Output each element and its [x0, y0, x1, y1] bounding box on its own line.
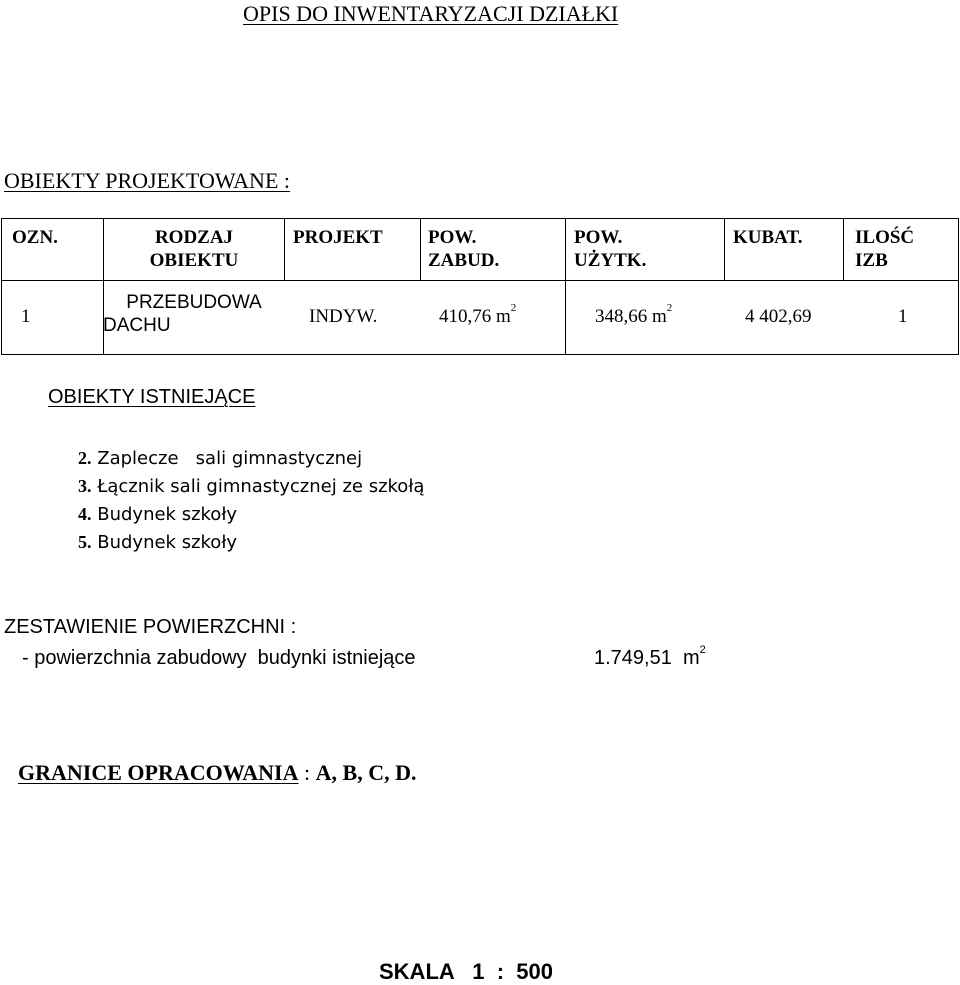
col-header-ilosc	[855, 226, 914, 272]
col-header-projekt: PROJEKT	[293, 227, 383, 248]
table-column-divider	[843, 219, 844, 280]
list-item-number: 2.	[78, 448, 92, 468]
col-header-pow-zabud-line2: ZABUD.	[428, 250, 500, 271]
col-header-kubat: KUBAT.	[733, 227, 803, 248]
list-item	[78, 476, 424, 497]
cell-pow-uzytk-value: 348,66 m	[595, 306, 667, 327]
boundaries-separator: :	[298, 760, 316, 785]
list-item-number: 3.	[78, 476, 92, 496]
cell-rodzaj	[103, 291, 285, 337]
cell-kubat: 4 402,69	[745, 306, 812, 327]
list-item	[78, 532, 237, 553]
area-summary-heading: ZESTAWIENIE POWIERZCHNI :	[4, 616, 297, 638]
list-item	[78, 448, 362, 469]
col-header-pow-zabud-line1: POW.	[428, 227, 477, 248]
col-header-pow-uzytk-line1: POW.	[574, 227, 623, 248]
area-summary-value	[594, 644, 706, 670]
area-summary-label: - powierzchnia zabudowy budynki istniejące	[22, 647, 416, 669]
designed-objects-table	[1, 218, 959, 355]
table-column-divider	[420, 219, 421, 280]
cell-projekt: INDYW.	[309, 306, 378, 327]
col-header-ilosc-line2: IZB	[855, 250, 888, 271]
col-header-pow-zabud	[428, 226, 499, 272]
list-item-text: Budynek szkoły	[97, 532, 238, 553]
col-header-rodzaj	[103, 226, 285, 272]
list-item-text: Zaplecze sali gimnastycznej	[97, 448, 363, 469]
designed-objects-heading: OBIEKTY PROJEKTOWANE :	[4, 168, 290, 193]
scale-label: SKALA 1 : 500	[379, 959, 554, 984]
col-header-pow-uzytk	[574, 226, 646, 272]
area-summary-exponent: 2	[699, 644, 706, 656]
col-header-ilosc-line1: ILOŚĆ	[855, 227, 915, 248]
existing-objects-heading: OBIEKTY ISTNIEJĄCE	[48, 386, 256, 408]
cell-pow-uzytk-exponent: 2	[666, 302, 673, 314]
cell-pow-uzytk	[595, 302, 673, 328]
document-title: OPIS DO INWENTARYZACJI DZIAŁKI	[243, 1, 619, 26]
cell-ilosc: 1	[898, 306, 908, 327]
col-header-pow-uzytk-line2: UŻYTK.	[574, 250, 647, 271]
col-header-rodzaj-line2: OBIEKTU	[149, 250, 239, 271]
list-item-number: 5.	[78, 532, 92, 552]
boundaries-line	[18, 760, 416, 786]
table-row-divider	[2, 280, 958, 281]
table-column-divider	[724, 219, 725, 280]
boundaries-value: A, B, C, D.	[315, 760, 417, 785]
table-column-divider	[565, 219, 566, 355]
col-header-rodzaj-line1: RODZAJ	[154, 227, 234, 248]
cell-ozn: 1	[21, 306, 31, 327]
list-item-text: Budynek szkoły	[97, 504, 238, 525]
cell-rodzaj-line1: PRZEBUDOWA	[126, 292, 262, 313]
cell-pow-zabud	[439, 302, 517, 328]
list-item	[78, 504, 237, 525]
list-item-text: Łącznik sali gimnastycznej ze szkołą	[97, 476, 425, 497]
cell-pow-zabud-value: 410,76 m	[439, 306, 511, 327]
cell-pow-zabud-exponent: 2	[510, 302, 517, 314]
col-header-ozn: OZN.	[12, 227, 58, 248]
cell-rodzaj-line2: DACHU	[103, 315, 171, 336]
area-summary-number: 1.749,51 m	[594, 647, 700, 669]
boundaries-label: GRANICE OPRACOWANIA	[18, 760, 299, 785]
list-item-number: 4.	[78, 504, 92, 524]
